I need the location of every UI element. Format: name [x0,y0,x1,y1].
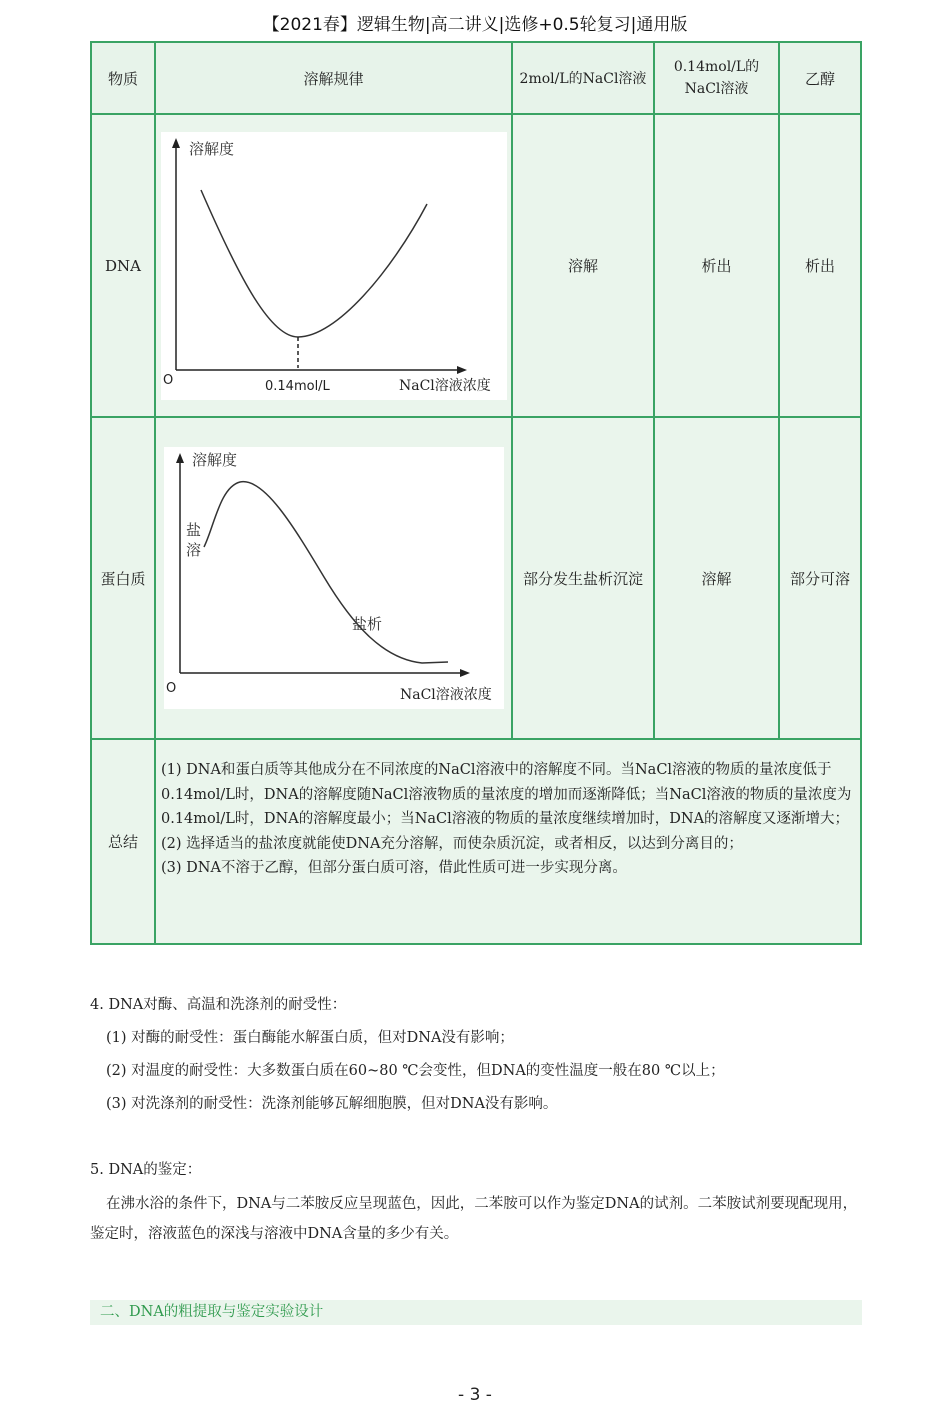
section-5 [90,1158,860,1249]
row-protein-substance: 蛋白质 [91,417,155,739]
row-dna-nacl-2: 溶解 [512,114,654,417]
protein-solubility-chart [164,447,504,709]
section-4-item-3: (3) 对洗涤剂的耐受性：洗涤剂能够瓦解细胞膜，但对DNA没有影响。 [106,1096,558,1112]
dna-x-label: NaCl溶液浓度 [398,377,491,394]
protein-salting-out-label: 盐析 [351,615,382,633]
protein-origin-label: O [165,681,176,696]
page-number: - 3 - [458,1385,492,1405]
header-nacl-014mol: 0.14mol/L的NaCl溶液 [654,42,779,114]
section-5-title: 5. DNA的鉴定： [90,1162,202,1178]
dna-x-tick-label: 0.14mol/L [264,378,330,394]
header-substance: 物质 [91,42,155,114]
table-row [91,739,861,944]
section-banner-text: 二、DNA的粗提取与鉴定实验设计 [100,1304,324,1320]
section-4-item-2: (2) 对温度的耐受性：大多数蛋白质在60~80 ℃会变性，但DNA的变性温度一般在80 ℃以上； [106,1063,725,1079]
summary-point-2: (2) 选择适当的盐浓度就能使DNA充分溶解，而使杂质沉淀，或者相反，以达到分离目的； [161,835,743,852]
protein-salting-in-char-2: 溶 [185,541,201,559]
row-summary-label: 总结 [91,739,155,944]
table-row [91,114,861,417]
section-4-item-1: (1) 对酶的耐受性：蛋白酶能水解蛋白质，但对DNA没有影响； [106,1030,514,1046]
table-row [91,417,861,739]
row-protein-nacl-014: 溶解 [654,417,779,739]
dna-chart-cell [155,114,512,417]
solubility-table [90,41,862,945]
section-banner [90,1300,862,1325]
page-header: 【2021春】逻辑生物|高二讲义|选修+0.5轮复习|通用版 [262,15,688,35]
dna-y-label: 溶解度 [188,139,234,158]
summary-point-1: (1) DNA和蛋白质等其他成分在不同浓度的NaCl溶液中的溶解度不同。当NaCl溶液的物质的量浓度低于0.14mol/L时，DNA的溶解度随NaCl溶液物质的量浓度的增加而逐渐降低；当NaCl溶液的物质的量浓度为0.14mol/L时，DNA的溶解度最小；当NaCl溶液的物质的量浓度继续增加时，DNA的溶解度又逐渐增大； [161,762,852,827]
section-4-title: 4. DNA对酶、高温和洗涤剂的耐受性： [90,997,347,1013]
protein-x-label: NaCl溶液浓度 [399,687,492,703]
summary-cell [155,739,861,944]
section-4 [90,993,725,1113]
header-nacl-2mol: 2mol/L的NaCl溶液 [512,42,654,114]
row-dna-substance: DNA [91,114,155,417]
dna-solubility-chart [161,132,507,400]
protein-chart-cell [155,417,512,739]
row-dna-nacl-014: 析出 [654,114,779,417]
dna-origin-label: O [162,372,173,388]
row-protein-nacl-2: 部分发生盐析沉淀 [512,417,654,739]
row-protein-ethanol: 部分可溶 [779,417,861,739]
table-header-row [91,42,861,114]
section-5-body: 在沸水浴的条件下，DNA与二苯胺反应呈现蓝色，因此，二苯胺可以作为鉴定DNA的试剂。二苯胺试剂要现配现用，鉴定时，溶液蓝色的深浅与溶液中DNA含量的多少有关。 [90,1196,858,1242]
header-ethanol: 乙醇 [779,42,861,114]
row-dna-ethanol: 析出 [779,114,861,417]
protein-y-label: 溶解度 [191,451,237,469]
header-solubility-rule: 溶解规律 [155,42,512,114]
protein-salting-in-char-1: 盐 [185,521,201,539]
summary-point-3: (3) DNA不溶于乙醇，但部分蛋白质可溶，借此性质可进一步实现分离。 [161,860,627,876]
